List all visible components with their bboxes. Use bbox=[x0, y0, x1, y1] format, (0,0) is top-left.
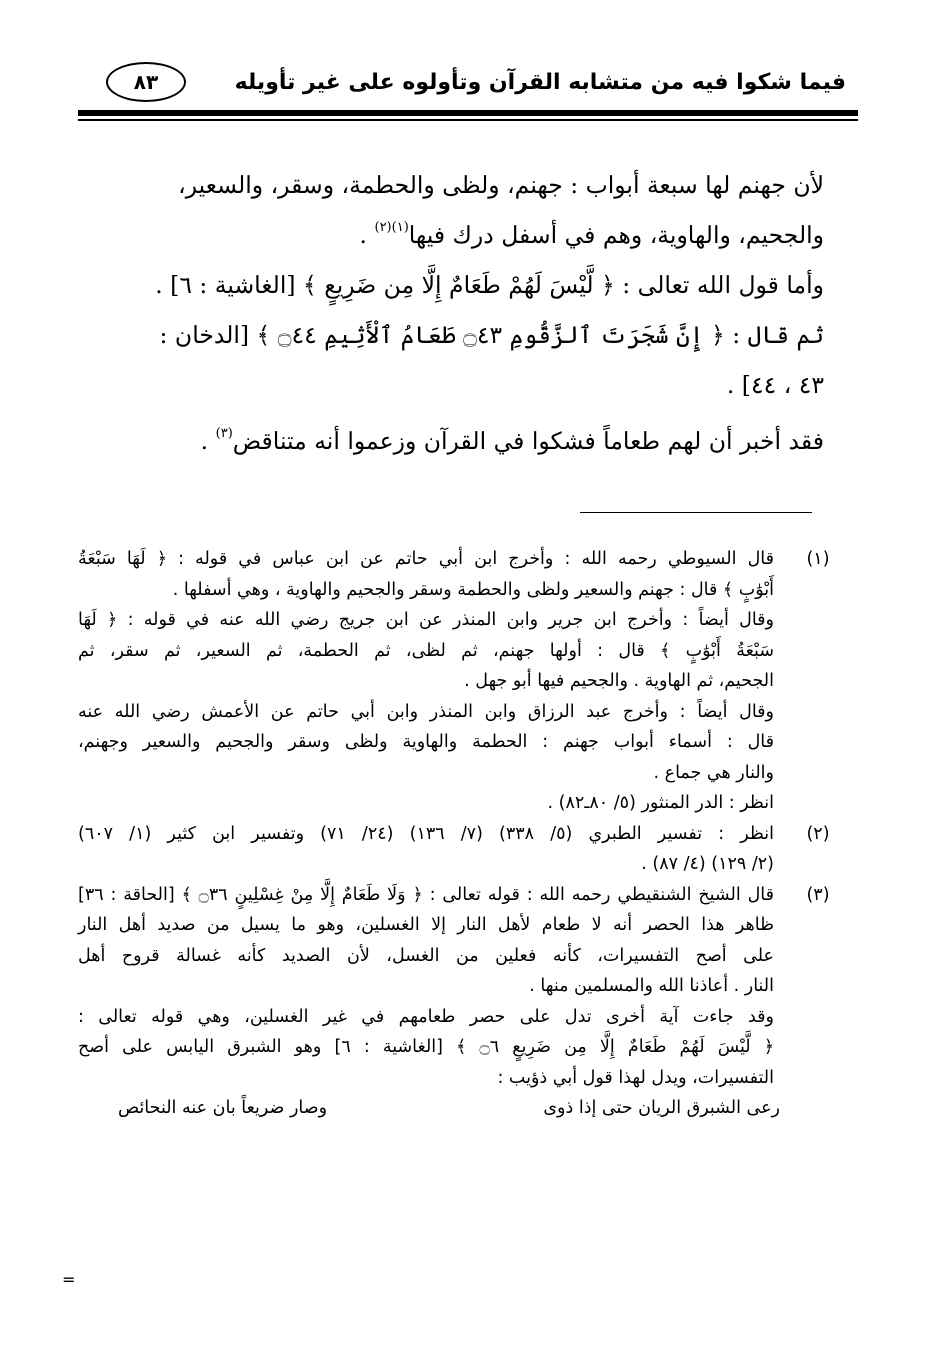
main-line-6-text: فقد أخبر أن لهم طعاماً فشكوا في القرآن وزعموا أنه متناقض bbox=[232, 427, 824, 455]
footnote-line: وقد جاءت آية أخرى تدل على حصر طعامهم في غير الغسلين، وهي قوله تعالى : bbox=[78, 1006, 774, 1027]
main-line-6 bbox=[90, 416, 824, 466]
main-text bbox=[90, 160, 824, 466]
main-line-3: وأما قول الله تعالى : ﴿ لَّيْسَ لَهُمْ طَعَامٌ إِلَّا مِن ضَرِيعٍ ﴾ [الغاشية : ٦] . bbox=[155, 271, 824, 299]
page-number: ٨٣ bbox=[106, 62, 186, 102]
footnote-line: قال : أسماء أبواب جهنم : الحطمة والهاوية ولظى وسقر والجحيم والسعير وجهنم، bbox=[78, 732, 774, 752]
main-line-2-end: . bbox=[359, 221, 375, 249]
footnote-line: ﴿ لَّيْسَ لَهُمْ طَعَامٌ إِلَّا مِن ضَرِيعٍ ۝٦ ﴾ [الغاشية : ٦] وهو الشبرق اليابس على أصح bbox=[78, 1037, 774, 1057]
footnote-line: أَبْوَٰبٍ ﴾ قال : جهنم والسعير ولظى والحطمة وسقر والجحيم والهاوية ، وهي أسفلها . bbox=[172, 579, 774, 600]
footnote-line: النار . أعاذنا الله والمسلمين منها . bbox=[529, 976, 774, 996]
footnote-ref-3: (٣) bbox=[215, 426, 233, 441]
header-rule-thick bbox=[78, 110, 858, 116]
poem-first-hemistich: رعى الشبرق الريان حتى إذا ذوى bbox=[543, 1098, 780, 1118]
footnote-line: وقال أيضاً : وأخرج عبد الرزاق وابن المنذر وابن أبي حاتم عن الأعمش رضي الله عنه bbox=[78, 701, 774, 722]
footnote-line: الجحيم، ثم الهاوية . والجحيم فيها أبو جهل . bbox=[464, 671, 774, 691]
poem-verse bbox=[78, 1093, 824, 1125]
footnote-line: على أصح التفسيرات، كأنه فعلين من الغسل، لأن الصديد كأنه غسالة قروح أهل bbox=[78, 945, 774, 966]
bottom-margin-mark: = bbox=[62, 1270, 76, 1289]
main-line-4: ثم قال : ﴿ إِنَّ شَجَرَتَ ٱلزَّقُّومِ ۝٤٣ طَعَامُ ٱلْأَثِيمِ ۝٤٤ ﴾ [الدخان : bbox=[159, 321, 824, 349]
footnote-number: (٢) bbox=[806, 823, 830, 844]
page-header bbox=[78, 58, 854, 114]
main-line-5: ٤٣ ، ٤٤] . bbox=[726, 371, 824, 399]
footnote-number: (١) bbox=[806, 549, 830, 569]
footnotes bbox=[78, 544, 830, 1125]
footnote-line: ظاهر هذا الحصر أنه لا طعام لأهل النار إلا الغسلين، وهو ما يسيل من صديد أهل النار bbox=[78, 915, 774, 935]
header-rule-thin bbox=[78, 119, 858, 121]
footnote-line: سَبْعَةُ أَبْوَٰبٍ ﴾ قال : أولها جهنم، ثم لظى، ثم الحطمة، ثم السعير، ثم سقر، ثم bbox=[78, 640, 774, 661]
footnote-line: قال الشيخ الشنقيطي رحمه الله : قوله تعالى : ﴿ وَلَا طَعَامٌ إِلَّا مِنْ غِسْلِينٍ ۝٣٦ ﴾ [الحاقة : ٣٦] bbox=[78, 884, 774, 905]
footnote-2 bbox=[78, 819, 830, 880]
footnote-separator bbox=[580, 512, 812, 513]
main-line-1: لأن جهنم لها سبعة أبواب : جهنم، ولظى والحطمة، وسقر، والسعير، bbox=[178, 171, 824, 199]
footnote-refs-1-2: (١)(٢) bbox=[374, 220, 409, 235]
footnote-line: قال السيوطي رحمه الله : وأخرج ابن أبي حاتم عن ابن عباس في قوله : ﴿ لَهَا سَبْعَةُ bbox=[78, 549, 774, 569]
footnote-line: انظر : تفسير الطبري (٥/ ٣٣٨) (٧/ ١٣٦) (٢٤/ ٧١) وتفسير ابن كثير (١/ ٦٠٧) bbox=[78, 823, 774, 844]
main-line-2-text: والجحيم، والهاوية، وهم في أسفل درك فيها bbox=[408, 221, 824, 249]
running-title: فيما شكوا فيه من متشابه القرآن وتأولوه على غير تأويله bbox=[234, 70, 846, 95]
poem-second-hemistich: وصار ضريعاً بان عنه النحائص bbox=[118, 1098, 328, 1118]
footnote-line: التفسيرات، ويدل لهذا قول أبي ذؤيب : bbox=[497, 1067, 774, 1088]
main-line-6-end: . bbox=[200, 427, 216, 455]
footnote-line: (٢/ ١٢٩) (٤/ ٨٧) . bbox=[641, 854, 774, 874]
footnote-line: انظر : الدر المنثور (٥/ ٨٠ـ٨٢) . bbox=[547, 793, 774, 813]
footnote-1 bbox=[78, 544, 830, 819]
main-line-2 bbox=[90, 210, 824, 260]
footnote-line: وقال أيضاً : وأخرج ابن جرير وابن المنذر عن ابن جريج رضي الله عنه في قوله : ﴿ لَهَا bbox=[78, 610, 774, 630]
footnote-number: (٣) bbox=[806, 884, 830, 905]
footnote-3 bbox=[78, 880, 830, 1094]
footnote-line: والنار هي جماع . bbox=[653, 762, 774, 783]
